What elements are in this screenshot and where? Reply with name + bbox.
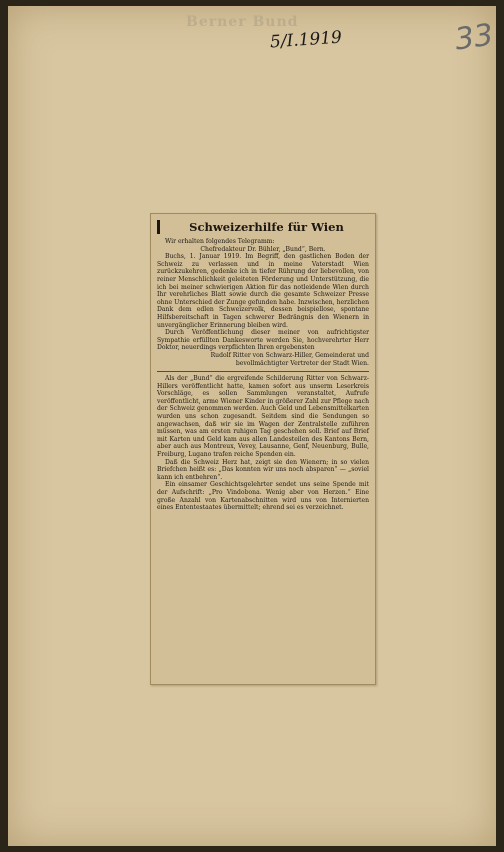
article-paragraph-1: Buchs, 1. Januar 1919. Im Begriff, den gastlichen Boden der Schweiz zu verlassen und in meine Vaterstadt Wien zurückzukehren, gedenke ich in tiefer Rührung der liebevollen, von reiner Menschlichkeit geleiteten Förderung und Unterstützung, die ich bei meiner schwierigen Aktion für das notleidende Wien durch Ihr verehrliches Blatt sowie durch die gesamte Schweizer Presse ohne Unterschied der Zunge gefunden habe. Inzwischen, herzlichen Dank dem edlen Schweizervolk, dessen beispiellose, spontane Hilfsbereitschaft in Tagen schwerer Bedrängnis den Wienern in unvergänglicher Erinnerung bleiben wird. (157, 253, 369, 329)
article-signature: Rudolf Ritter von Schwarz-Hiller, Gemeinderat und bevollmächtigter Vertreter der Stadt Wien. (210, 351, 369, 367)
article-divider (157, 371, 369, 372)
article-intro: Wir erhalten folgendes Telegramm: (165, 238, 275, 245)
article-paragraph-2: Durch Veröffentlichung dieser meiner von aufrichtigster Sympathie erfüllten Dankesworte werden Sie, hochverehrter Herr Doktor, neuerdings verpflichten Ihren ergebensten (157, 329, 369, 352)
article-headline: Schweizerhilfe für Wien (157, 220, 369, 234)
newspaper-clipping (150, 213, 376, 685)
article-paragraph-3: Als der „Bund“ die ergreifende Schilderung Ritter von Schwarz-Hillers veröffentlicht hatte, kamen sofort aus unserm Leserkreis Vorschläge, es sollen Sammlungen veranstaltet, Aufrufe veröffentlicht, arme Wiener Kinder in größerer Zahl zur Pflege nach der Schweiz genommen werden. Auch Geld und Lebensmittelkarten wurden uns schon zugesandt. Seitdem sind die Sendungen so angewachsen, daß wir sie im Wagen der Zentralstelle zuführen müssen, was am ersten ruhigen Tag geschehen soll. Brief auf Brief mit Karten und Geld kam aus allen Landesteilen des Kantons Bern, aber auch aus Montreux, Vevey, Lausanne, Genf, Neuenburg, Bulle, Freiburg, Lugano trafen reiche Spenden ein. (157, 375, 369, 459)
handwritten-date: 5/I.1919 (269, 27, 343, 53)
handwritten-page-number: 33 (452, 17, 496, 58)
article-paragraph-5: Ein einsamer Geschichtsgelehrter sendet uns seine Spende mit der Aufschrift: „Pro Vindobona. Wenig aber von Herzen.“ Eine große Anzahl von Kartenabschnitten wird uns von Internierten eines Ententestaates übermittelt; ehrend sei es verzeichnet. (157, 481, 369, 512)
article-address: Chefredakteur Dr. Bühler, „Bund“, Bern. (200, 245, 326, 253)
archive-stamp: Berner Bund (186, 14, 299, 30)
article-paragraph-4: Daß die Schweiz Herz hat, zeigt sie den Wienern; in so vielen Briefchen heißt es: „Das konnten wir uns noch absparen“ — „soviel kann ich entbehren“. (157, 458, 369, 481)
archive-sheet (8, 6, 496, 846)
